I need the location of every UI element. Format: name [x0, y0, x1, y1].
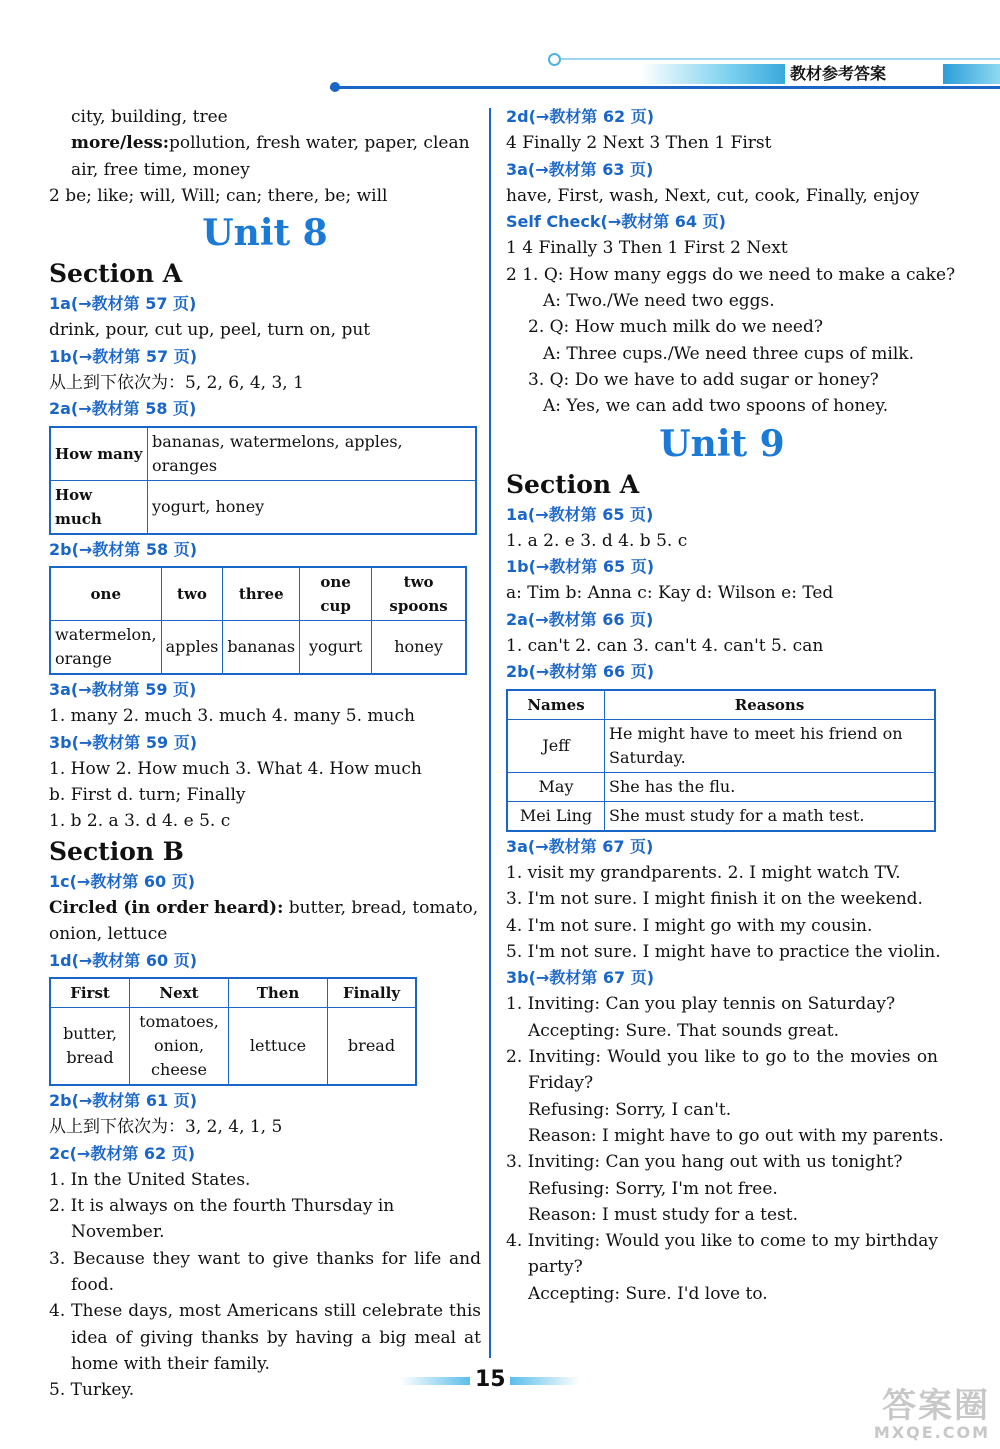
table-cell: bananas, watermelons, apples, oranges: [148, 427, 477, 481]
ref-3a-67: 3a(→教材第 67 页): [506, 836, 654, 856]
table-row: [50, 480, 476, 534]
self-check-line: 3. Q: Do we have to add sugar or honey?: [528, 369, 879, 390]
table-header: Finally: [328, 978, 417, 1008]
text-line: city, building, tree: [71, 107, 228, 127]
answer-3b-line: 1. How 2. How much 3. What 4. How much: [49, 758, 422, 779]
table-header-row: [50, 567, 466, 621]
table-header: Next: [130, 978, 229, 1008]
table-header: two: [161, 567, 223, 621]
ref-2a: 2a(→教材第 66 页): [506, 609, 654, 629]
ref-2d: 2d(→教材第 62 页): [506, 107, 655, 126]
ref-2b-61: 2b(→教材第 61 页): [49, 1090, 198, 1110]
column-divider: [489, 108, 491, 1358]
answer-1b: a: Tim b: Anna c: Kay d: Wilson e: Ted: [506, 583, 834, 604]
ref-3b-67: 3b(→教材第 67 页): [506, 968, 655, 988]
table-cell: honey: [372, 620, 466, 674]
answer-3b-line: Accepting: Sure. That sounds great.: [528, 1020, 840, 1041]
text-run: butter, bread, tomato,: [288, 898, 479, 919]
ref-2b: 2b(→教材第 58 页): [49, 539, 198, 559]
answer-1c-line: [49, 895, 481, 921]
unit-8-heading: Unit 8: [202, 212, 328, 255]
footer-bar-right: [510, 1377, 580, 1385]
answer-2c-item: 5. Turkey.: [49, 1380, 135, 1401]
table-cell: lettuce: [229, 1007, 328, 1085]
table-header: First: [50, 978, 130, 1008]
answer-2c-item: 4. These days, most Americans still celebrate this idea of giving thanks by having a big meal at home with their family.: [49, 1301, 481, 1374]
page-footer: [400, 1365, 580, 1395]
table-cell: apples: [161, 620, 223, 674]
ref-1c: 1c(→教材第 60 页): [49, 871, 196, 891]
header-ring-ornament: [548, 53, 561, 66]
answer-3a-line: 5. I'm not sure. I might have to practice the violin.: [506, 941, 941, 962]
answer-2c-item: 2. It is always on the fourth Thursday in November.: [49, 1196, 395, 1243]
watermark-url: MXQE.COM: [873, 1423, 990, 1442]
answer-3b-line: 3. Inviting: Can you hang out with us tonight?: [506, 1152, 903, 1173]
answer-3b-line: Reason: I must study for a test.: [528, 1204, 799, 1225]
ref-3b: 3b(→教材第 59 页): [49, 732, 198, 752]
table-cell: bread: [328, 1007, 417, 1085]
table-cell: bananas: [223, 620, 300, 674]
table-header: one: [50, 567, 161, 621]
table-cell: She must study for a math test.: [605, 801, 936, 831]
table-row: [50, 427, 476, 481]
table-cell: yogurt, honey: [148, 480, 477, 534]
answer-3b-line: 4. Inviting: Would you like to come to my birthday party?: [506, 1231, 938, 1278]
table-header: two spoons: [372, 567, 466, 621]
answer-1c-line: onion, lettuce: [49, 924, 168, 945]
table-header: one cup: [300, 567, 372, 621]
table-row: [507, 772, 935, 801]
answer-3a: 1. many 2. much 3. much 4. many 5. much: [49, 706, 415, 727]
ref-1a: 1a(→教材第 65 页): [506, 504, 654, 524]
table-header: Reasons: [605, 690, 936, 720]
section-a-heading: Section A: [506, 469, 640, 499]
answer-3a: have, First, wash, Next, cut, cook, Finally, enjoy: [506, 185, 920, 206]
section-b-heading: Section B: [49, 836, 184, 866]
label-bold: Circled (in order heard):: [49, 898, 284, 919]
table-header: three: [223, 567, 300, 621]
table-2a: [49, 426, 477, 535]
text-line: air, free time, money: [71, 159, 250, 180]
text-run: pollution, fresh water, paper, clean: [169, 133, 470, 154]
answer-3b-line: Accepting: Sure. I'd love to.: [528, 1283, 768, 1304]
answer-2d: 4 Finally 2 Next 3 Then 1 First: [506, 133, 772, 154]
footer-bar-left: [400, 1377, 470, 1385]
answer-3b-line: 1. b 2. a 3. d 4. e 5. c: [49, 811, 231, 832]
answer-2c-item: 3. Because they want to give thanks for life and food.: [49, 1248, 481, 1296]
table-header-row: [507, 690, 935, 720]
table-header: Then: [229, 978, 328, 1008]
self-check-line: A: Three cups./We need three cups of milk.: [543, 343, 915, 364]
right-column: [506, 104, 956, 1307]
table-row: [50, 620, 466, 674]
ref-1a: 1a(→教材第 57 页): [49, 294, 197, 314]
ref-1b: 1b(→教材第 57 页): [49, 346, 198, 366]
header-tail-bar: [943, 64, 1000, 84]
answer-3b-line: 2. Inviting: Would you like to go to the movies on Friday?: [506, 1047, 938, 1094]
table-cell: How much: [50, 480, 148, 534]
section-a-heading: Section A: [49, 259, 183, 289]
answer-3b-line: 1. Inviting: Can you play tennis on Saturday?: [506, 994, 896, 1015]
answer-1a: drink, pour, cut up, peel, turn on, put: [49, 320, 371, 341]
self-check-line: A: Yes, we can add two spoons of honey.: [543, 396, 889, 417]
table-row: [507, 801, 935, 831]
ref-2c: 2c(→教材第 62 页): [49, 1143, 196, 1163]
text-line: 2 be; like; will, Will; can; there, be; will: [49, 185, 388, 206]
left-column: [49, 104, 481, 1404]
table-cell: butter, bread: [50, 1007, 130, 1085]
text-line: [49, 130, 481, 156]
answer-2b-61: 从上到下依次为：3, 2, 4, 1, 5: [49, 1117, 283, 1138]
answer-2c-item: 1. In the United States.: [49, 1169, 251, 1190]
self-check-line: 2. Q: How much milk do we need?: [528, 317, 823, 338]
answer-3a-line: 1. visit my grandparents. 2. I might watch TV.: [506, 862, 901, 883]
answer-3b-line: Reason: I might have to go out with my parents.: [528, 1125, 944, 1146]
self-check-line: A: Two./We need two eggs.: [543, 291, 775, 312]
answer-3a-line: 4. I'm not sure. I might go with my cousin.: [506, 915, 873, 936]
table-header: Names: [507, 690, 605, 720]
table-cell: He might have to meet his friend on Saturday.: [605, 719, 936, 772]
header-rule: [330, 86, 1000, 89]
table-cell: yogurt: [300, 620, 372, 674]
ref-1b: 1b(→教材第 65 页): [506, 557, 655, 577]
answer-3b-line: Refusing: Sorry, I can't.: [528, 1099, 732, 1120]
table-cell: She has the flu.: [605, 772, 936, 801]
unit-9-heading: Unit 9: [659, 422, 785, 465]
ref-2b: 2b(→教材第 66 页): [506, 662, 655, 682]
answer-3b-line: b. First d. turn; Finally: [49, 785, 246, 806]
table-row: [50, 1007, 416, 1085]
ref-1d: 1d(→教材第 60 页): [49, 950, 198, 970]
page-number: 15: [475, 1367, 506, 1392]
ref-3a: 3a(→教材第 59 页): [49, 679, 197, 699]
table-2b: [49, 566, 467, 675]
table-1d: [49, 977, 417, 1086]
table-cell: tomatoes, onion, cheese: [130, 1007, 229, 1085]
table-cell: Jeff: [507, 719, 605, 772]
answer-1b: 从上到下依次为：5, 2, 6, 4, 3, 1: [49, 373, 304, 394]
answer-3b-line: Refusing: Sorry, I'm not free.: [528, 1178, 778, 1199]
ref-self-check: Self Check(→教材第 64 页): [506, 212, 726, 232]
label-bold: more/less:: [71, 133, 169, 154]
table-header-row: [50, 978, 416, 1008]
ref-2a: 2a(→教材第 58 页): [49, 399, 197, 419]
header-title: 教材参考答案: [790, 64, 887, 83]
table-2b-reasons: [506, 689, 936, 832]
watermark: [825, 1388, 990, 1446]
answer-3a-line: 3. I'm not sure. I might finish it on the weekend.: [506, 889, 923, 910]
table-cell: How many: [50, 427, 148, 481]
answer-2a: 1. can't 2. can 3. can't 4. can't 5. can: [506, 636, 824, 657]
header-thin-line: [555, 58, 1000, 60]
self-check-line: 2 1. Q: How many eggs do we need to make a cake?: [506, 264, 956, 285]
watermark-text: 答案圈: [882, 1386, 990, 1426]
self-check-line: 1 4 Finally 3 Then 1 First 2 Next: [506, 238, 788, 259]
table-cell: Mei Ling: [507, 801, 605, 831]
ref-3a: 3a(→教材第 63 页): [506, 159, 654, 179]
answer-1a: 1. a 2. e 3. d 4. b 5. c: [506, 530, 688, 551]
header-dot: [330, 82, 340, 92]
table-cell: watermelon, orange: [50, 620, 161, 674]
table-row: [507, 719, 935, 772]
table-cell: May: [507, 772, 605, 801]
header-gradient-bar: [640, 64, 785, 84]
